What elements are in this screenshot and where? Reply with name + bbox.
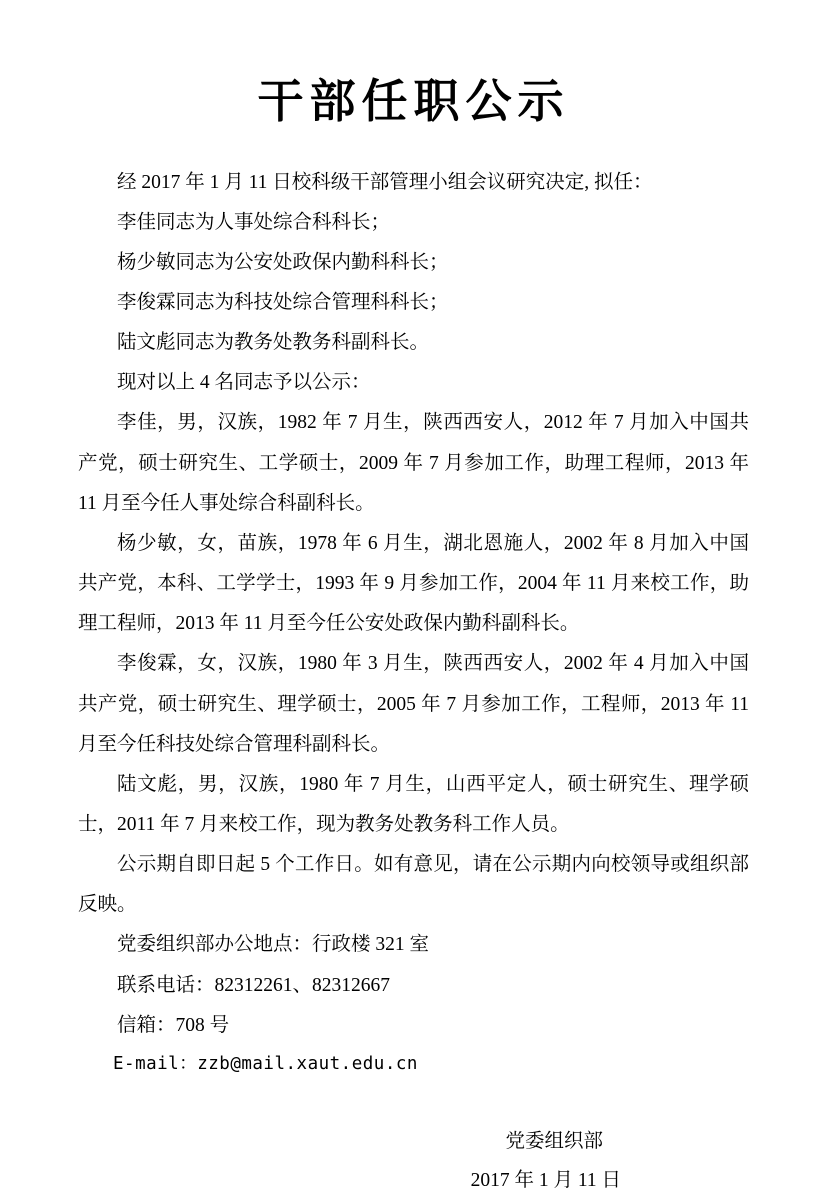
paragraph-appointment-1: 李佳同志为人事处综合科科长； [117, 211, 391, 233]
paragraph-email: E-mail：zzb@mail.xaut.edu.cn [113, 1053, 418, 1074]
paragraph-appointment-3: 李俊霖同志为科技处综合管理科科长； [117, 291, 449, 313]
paragraph-appointment-4: 陆文彪同志为教务处教务科副科长。 [117, 332, 430, 354]
paragraph-intro: 经 2017 年 1 月 11 日校科级干部管理小组会议研究决定, 拟任： [117, 171, 653, 193]
paragraph-publicity-period: 公示期自即日起 5 个工作日。如有意见，请在公示期内向校领导或组织部反映。 [78, 854, 749, 916]
signature-block [78, 1122, 749, 1200]
paragraph-bio-luwenbiao: 陆文彪，男，汉族，1980 年 7 月生，山西平定人，硕士研究生、理学硕士，2011 年 7 月来校工作，现为教务处教务科工作人员。 [78, 773, 749, 835]
paragraph-appointment-2: 杨少敏同志为公安处政保内勤科科长； [117, 251, 449, 273]
paragraph-bio-lijunlin: 李俊霖，女，汉族，1980 年 3 月生，陕西西安人，2002 年 4 月加入中国共产党，硕士研究生、理学硕士，2005 年 7 月参加工作，工程师，2013 年 11 月至今任科技处综合管理科副科长。 [78, 653, 749, 755]
signature-department: 党委组织部 [505, 1130, 603, 1152]
page-title: 干部任职公示 [257, 74, 570, 128]
document-body [78, 163, 749, 1082]
paragraph-contact-phone: 联系电话：82312261、82312667 [117, 974, 391, 996]
paragraph-mailbox: 信箱：708 号 [117, 1014, 230, 1036]
signature-date: 2017 年 1 月 11 日 [470, 1169, 621, 1191]
paragraph-bio-lijia: 李佳，男，汉族，1982 年 7 月生，陕西西安人，2012 年 7 月加入中国共产党，硕士研究生、工学硕士，2009 年 7 月参加工作，助理工程师，2013 年 11 月至今任人事处综合科副科长。 [78, 412, 749, 514]
paragraph-office-location: 党委组织部办公地点：行政楼 321 室 [117, 934, 430, 956]
paragraph-bio-yangshaomin: 杨少敏，女，苗族，1978 年 6 月生，湖北恩施人，2002 年 8 月加入中国共产党，本科、工学学士，1993 年 9 月参加工作，2004 年 11 月来校工作，助理工程师，2013 年 11 月至今任公安处政保内勤科副科长。 [78, 532, 749, 635]
paragraph-notice-count: 现对以上 4 名同志予以公示： [117, 372, 371, 394]
